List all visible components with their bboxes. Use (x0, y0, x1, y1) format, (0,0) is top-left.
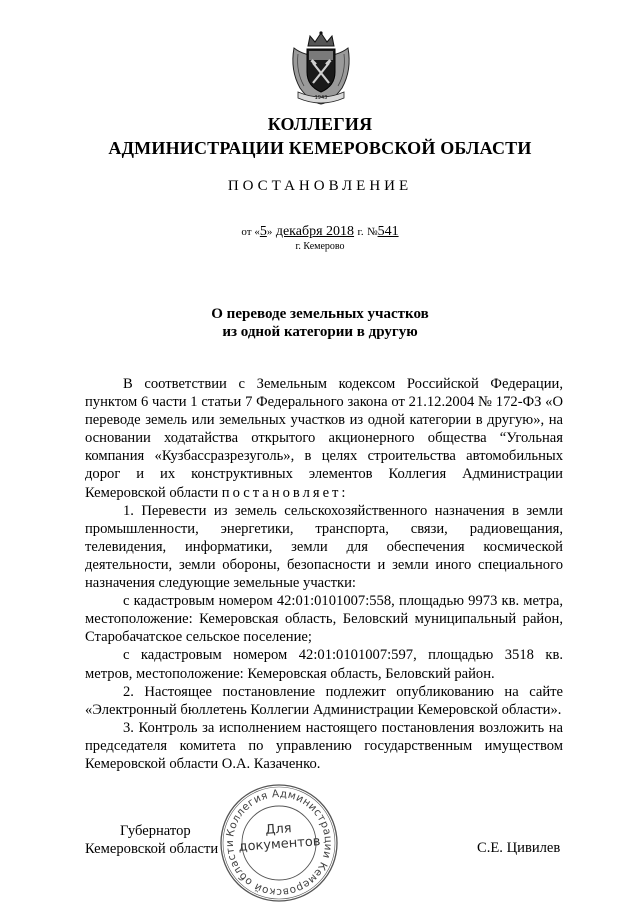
org-name-line2: АДМИНИСТРАЦИИ КЕМЕРОВСКОЙ ОБЛАСТИ (108, 138, 532, 158)
subject-line1: О переводе земельных участков (211, 306, 429, 322)
document-type: ПОСТАНОВЛЕНИЕ (227, 178, 413, 194)
date-mid: » (266, 226, 273, 238)
paragraph-item-3: 3. Контроль за исполнением настоящего постановления возложить на председателя комитета по управлению государственным имуществом Кемеровской области О.А. Казаченко. (85, 719, 563, 772)
paragraph-item-2: 2. Настоящее постановление подлежит опубликованию на сайте «Электронный бюллетень Коллегии Администрации Кемеровской области». (85, 683, 563, 718)
signatory-title (85, 822, 218, 858)
subject-line2: из одной категории в другую (222, 324, 418, 340)
stamp-center-text (235, 819, 323, 855)
paragraph-item-1: 1. Перевести из земель сельскохозяйственного назначения в земли промышленности, энергетики, транспорта, связи, радиовещания, телевидения, информатики, земли для обеспечения космической деятельности, земли обороны, безопасности и земли иного специального назначения следующие земельные участки: (85, 502, 563, 592)
coat-of-arms-icon (288, 30, 354, 106)
date-suffix: г. (357, 226, 364, 238)
date-day: 5 (259, 224, 267, 239)
stamp-center-line2: документов (238, 834, 321, 855)
emblem-ribbon-text: 1943 (314, 95, 328, 101)
signatory-title-line2: Кемеровской области (85, 841, 219, 857)
date-prefix: от « (241, 226, 260, 238)
org-name-line1: КОЛЛЕГИЯ (267, 114, 373, 134)
number-label: № (367, 226, 378, 238)
date-month-year: декабря 2018 (275, 224, 355, 239)
signatory-title-line1: Губернатор (120, 823, 191, 839)
signatory-name: С.Е. Цивилев (477, 840, 561, 856)
date-number-line (0, 224, 640, 240)
paragraph-plot-1: с кадастровым номером 42:01:0101007:558, площадью 9973 кв. метра, местоположение: Кемеровская область, Беловский муниципальный район, Старобачатское сельское поселение; (85, 593, 563, 646)
stamp-ring-text: Коллегия Администрации Кемеровской области (223, 787, 335, 899)
paragraph-plot-2: с кадастровым номером 42:01:0101007:597, площадью 3518 кв. метров, местоположение: Кемеровская область, Беловский район. (85, 647, 563, 682)
document-number: 541 (377, 224, 399, 239)
stamp-center-line1: Для (264, 821, 293, 838)
city: г. Кемерово (295, 241, 345, 252)
document-subject (0, 305, 640, 341)
resolution-keyword: постановляет: (221, 484, 349, 501)
paragraph-preamble (85, 375, 563, 502)
document-body (85, 375, 563, 773)
preamble-text: В соответствии с Земельным кодексом Российской Федерации, пунктом 6 части 1 статьи 7 Федерального закона от 21.12.2004 № 172-ФЗ «О переводе земель или земельных участков из одной категории в другую», на основании ходатайства открытого акционерного общества “Угольная компания «Кузбассразрезуголь», в целях строительства автомобильных дорог и их конструктивных элементов Коллегия Администрации Кемеровской области (85, 376, 563, 501)
